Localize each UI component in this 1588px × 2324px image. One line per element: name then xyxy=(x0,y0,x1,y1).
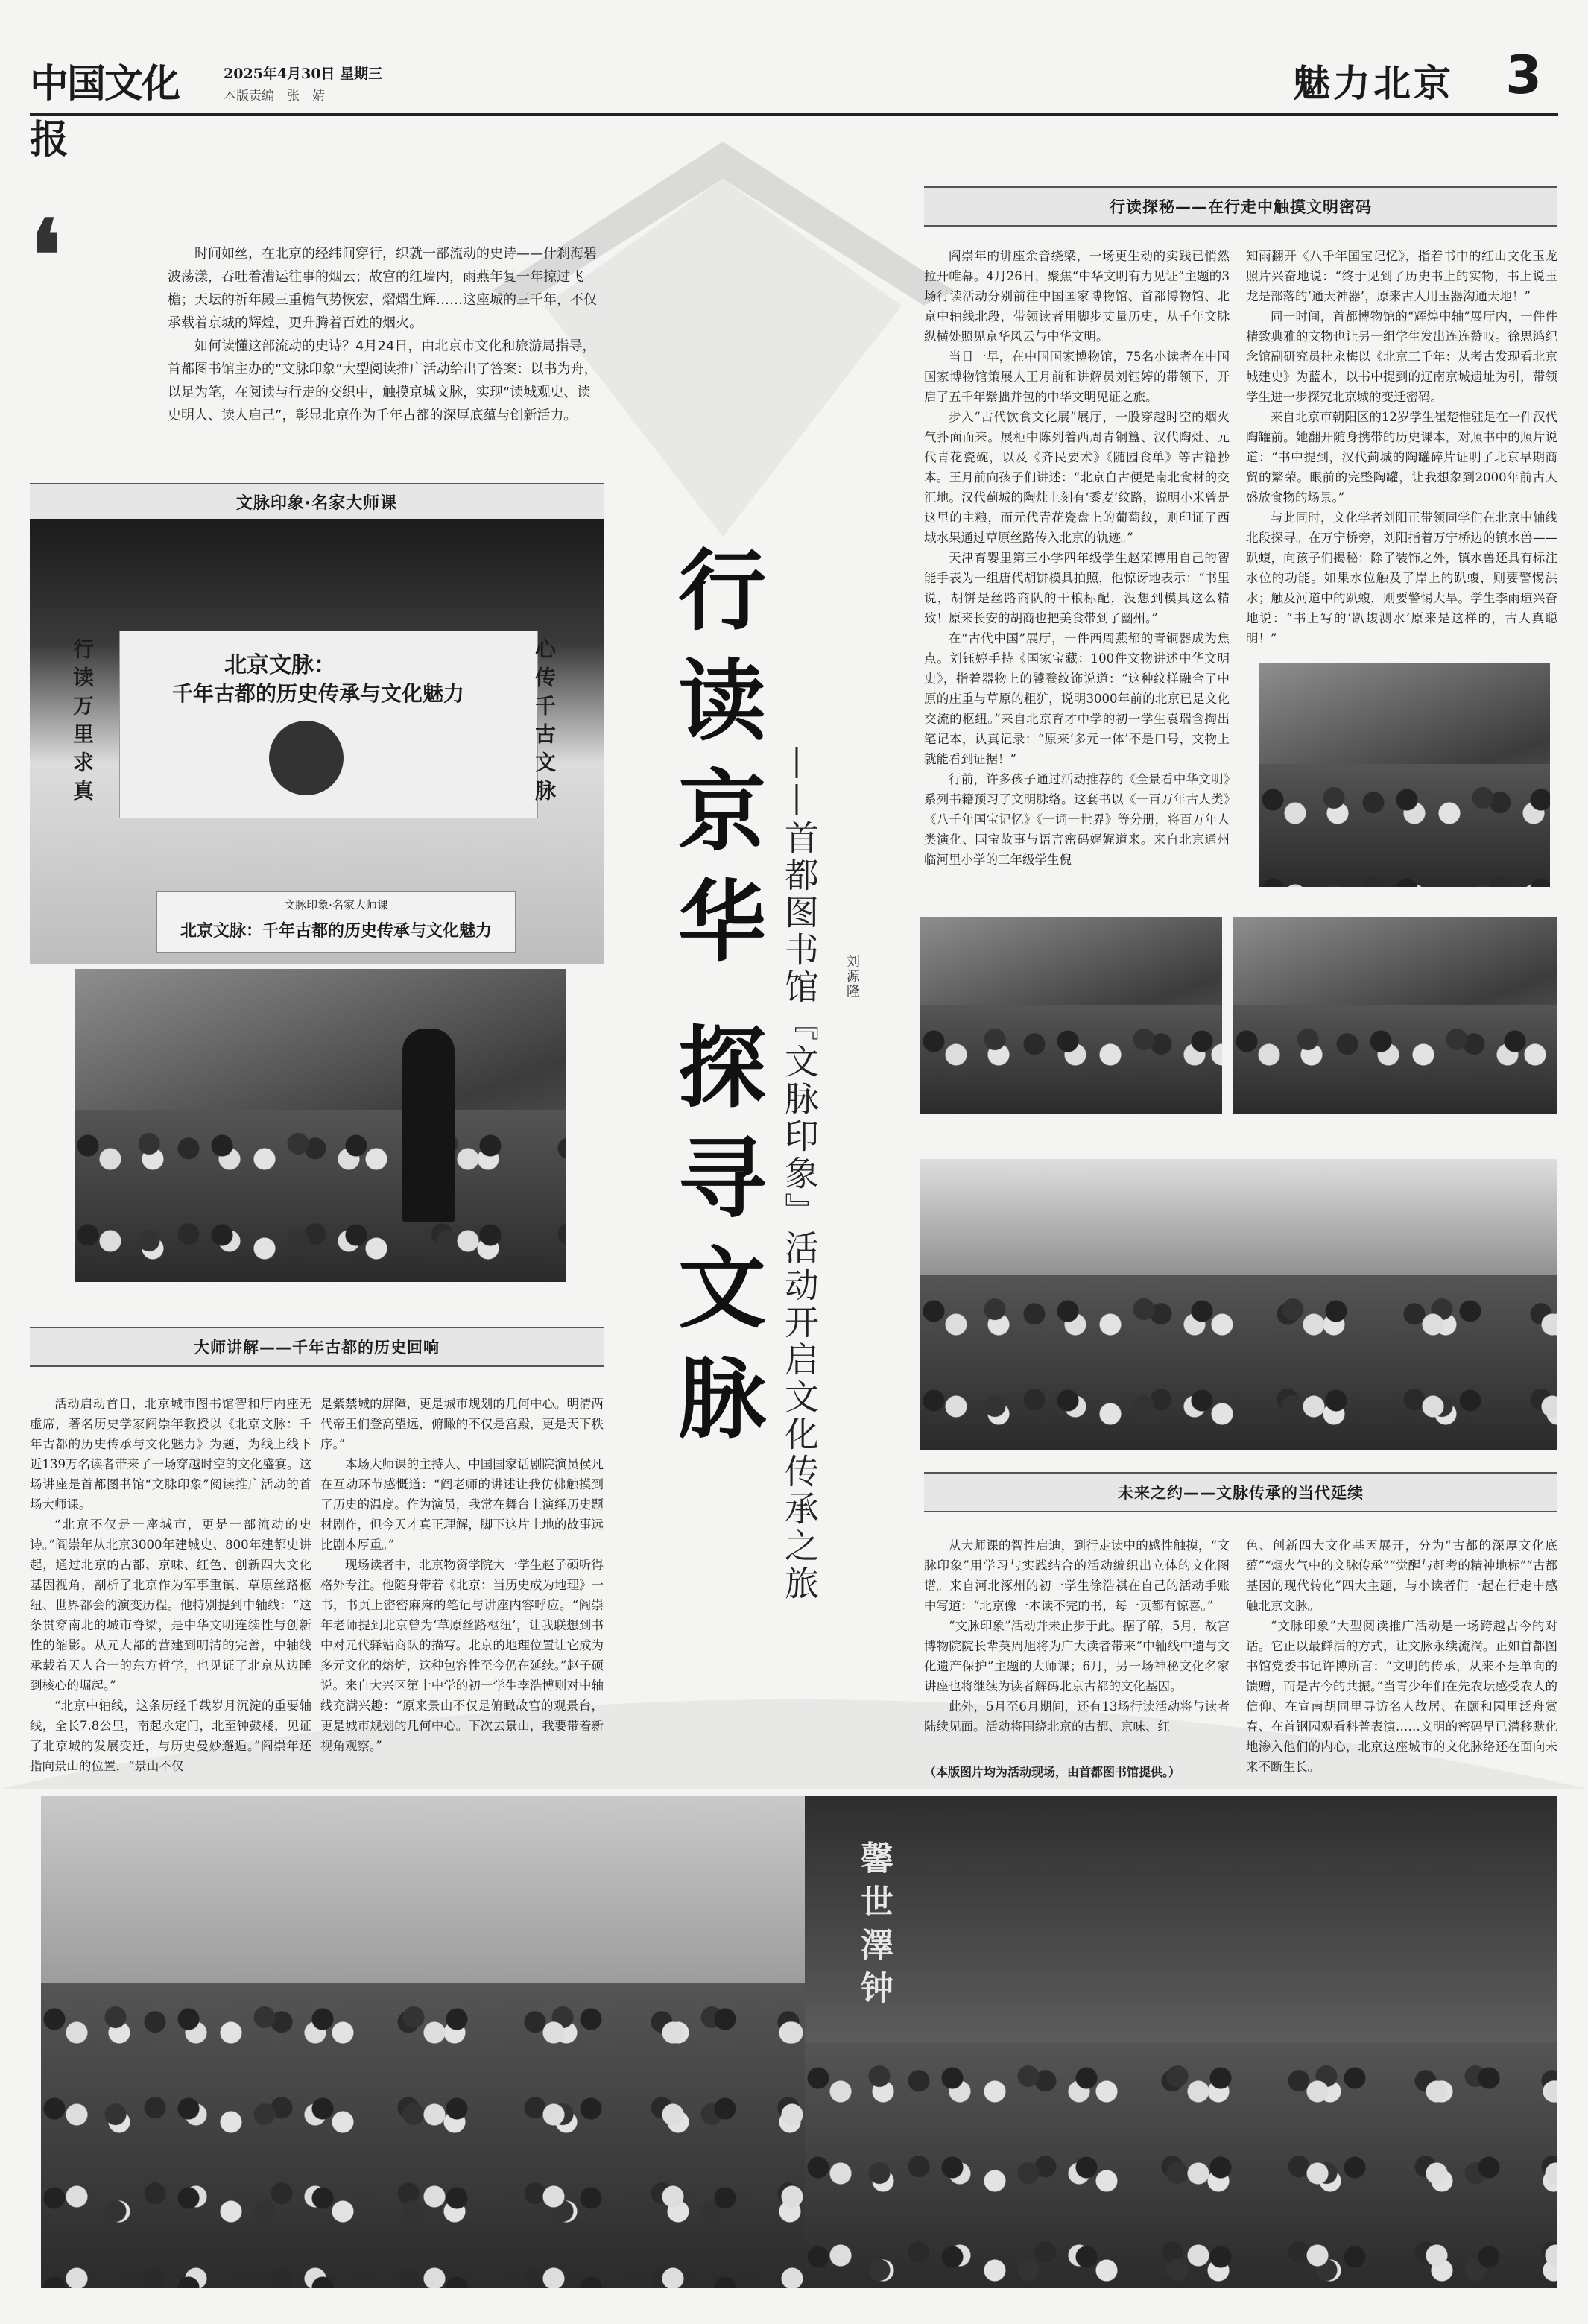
section2-col1-p4: 天津育婴里第三小学四年级学生赵荣博用自己的智能手表为一组唐代胡饼模具拍照，他惊讶地表示：“书里说，胡饼是丝路商队的干粮标配，没想到模具这么精致！原来长安的胡商也把美食带到了幽州。” xyxy=(924,551,1230,625)
headline-main-2: 探寻文脉 xyxy=(663,1021,767,1462)
section2-col1-p3: 步入“古代饮食文化展”展厅，一股穿越时空的烟火气扑面而来。展柜中陈列着西周青铜簋、汉代陶灶、元代青花瓷碗，以及《齐民要术》《随园食单》等古籍抄本。王月前向孩子们讲述：“北京自古便是南北食材的交汇地。汉代蓟城的陶灶上刻有‘黍麦’纹路，说明小米曾是这里的主粮，而元代青花瓷盘上的葡萄纹，则印证了西域水果通过草原丝路传入北京的轨迹。” xyxy=(924,410,1230,545)
quote-mark-icon: ❛ xyxy=(30,198,61,312)
section3-col2-p2: “文脉印象”大型阅读推广活动是一场跨越古今的对话。它正以最鲜活的方式，让文脉永续流淌。正如首都图书馆党委书记许博所言：“文明的传承，从来不是单向的馈赠，而是古今的共振。”当青少年们在先农坛感受农人的信仰、在宣南胡同里寻访名人故居、在颐和园里泛舟赏春、在首钢园观看科普表演……文明的密码早已潜移默化地渗入他们的内心，北京这座城市的文化脉络还在面向未来不断生长。 xyxy=(1246,1619,1557,1774)
headline-deck: ——首都图书馆『文脉印象』活动开启文化传承之旅 xyxy=(779,745,820,1603)
lecture-bottom-title: 北京文脉：千年古都的历史传承与文化魅力 xyxy=(180,921,492,941)
section2-col2 xyxy=(1246,246,1557,648)
lecture-photo-caption-bar: 文脉印象·名家大师课 xyxy=(30,483,604,520)
section2-col1-p6: 行前，许多孩子通过活动推荐的《全景看中华文明》系列书籍预习了文明脉络。这套书以《一百万年古人类》《八千年国宝记忆》《一词一世界》等分册，将百万年人类演化、国宝故事与语言密码娓娓道来。来自北京通州临河里小学的三年级学生倪 xyxy=(924,772,1230,867)
lead-p2: 如何读懂这部流动的史诗？4月24日，由北京市文化和旅游局指导，首都图书馆主办的“文脉印象”大型阅读推广活动给出了答案：以书为舟，以足为笔，在阅读与行走的交织中，触摸京城文脉，实现“读城观史、读史明人、读人启己”，彰显北京作为千年古都的深厚底蕴与创新活力。 xyxy=(168,338,598,423)
section3-heading: 未来之约——文脉传承的当代延续 xyxy=(924,1472,1557,1512)
section3-col2-p1: 色、创新四大文化基因展开，分为“古都的深厚文化底蕴”“烟火气中的文脉传承”“觉醒与赶考的精神地标”“古都基因的现代转化”四大主题，与小读者们一起在行走中感触北京文脉。 xyxy=(1246,1538,1557,1613)
lecture-screen xyxy=(119,631,538,818)
section3-col1-p2: “文脉印象”活动并未止步于此。据了解，5月，故宫博物院院长辈英周旭将为广大读者带来“中轴线中遗与文化遗产保护”主题的大师课；6月，另一场神秘文化名家讲座也将继续为读者解码北京古都的文化基因。 xyxy=(924,1619,1230,1693)
section1-col1 xyxy=(30,1394,311,1776)
section3-col1-p3: 此外，5月至6月期间，还有13场行读活动将与读者陆续见面。活动将围绕北京的古都、京味、红 xyxy=(924,1699,1230,1734)
museum-photo xyxy=(1259,663,1550,887)
group-photo-library xyxy=(41,1796,805,2288)
lecturer-portrait xyxy=(269,721,344,795)
group-photo-gate xyxy=(805,1796,1557,2288)
speaker-figure xyxy=(402,1029,455,1222)
section3-col1-p1: 从大师课的智性启迪，到行走读中的感性触摸，“文脉印象”用学习与实践结合的活动编织出立体的文化图谱。来自河北涿州的初一学生徐浩祺在自己的活动手账中写道：“北京像一本读不完的书，每一页都有惊喜。” xyxy=(924,1538,1230,1613)
gate-plaque: 馨世澤钟 xyxy=(855,1841,893,2014)
lecture-bottom-small: 文脉印象·名家大师课 xyxy=(284,898,388,912)
museum-children xyxy=(1259,764,1550,887)
section2-col2-p4: 与此同时，文化学者刘阳正带领同学们在北京中轴线北段探寻。在万宁桥旁，刘阳指着万宁桥边的镇水兽——趴蝮，向孩子们揭秘：除了装饰之外，镇水兽还具有标注水位的功能。如果水位触及了岸上的趴蝮，则要警惕洪水；触及河道中的趴蝮，则要警惕大旱。学生李雨瑄兴奋地说：“书上写的‘趴蝮测水’原来是这样的，古人真聪明！” xyxy=(1246,511,1557,645)
garden-children xyxy=(1233,1005,1557,1114)
lecture-right-vertical: 心传千古文脉 xyxy=(532,638,557,808)
section2-col1 xyxy=(924,246,1230,870)
newspaper-logo: 中国文化报 xyxy=(30,61,180,162)
section2-col1-p1: 阎崇年的讲座余音绕梁，一场更生动的实践已悄然拉开帷幕。4月26日，聚焦“中华文明有力见证”主题的3场行读活动分别前往中国国家博物馆、首都博物馆、北京中轴线北段，带领读者用脚步丈量历史，从千年文脉纵横处照见京华风云与中华文明。 xyxy=(924,249,1230,344)
section2-col2-p1: 知雨翻开《八千年国宝记忆》，指着书中的红山文化玉龙照片兴奋地说：“终于见到了历史书上的实物，书上说玉龙是部落的‘通天神器’，原来古人用玉器沟通天地！” xyxy=(1246,249,1557,303)
lecture-left-vertical: 行读万里求真 xyxy=(70,638,95,808)
lecture-subtitle: 千年古都的历史传承与文化魅力 xyxy=(172,681,465,706)
section1-col1-p2: “北京不仅是一座城市，更是一部流动的史诗。”阎崇年从北京3000年建城史、800年建都史讲起，通过北京的古都、京味、红色、创新四大文化基因视角，剖析了北京作为军事重镇、草原丝路枢纽、世界都会的演变历程。他特别提到中轴线：“这条贯穿南北的城市脊梁，是中华文明连续性与创新性的缩影。从元大都的营建到明清的完善，中轴线承载着天人合一的东方哲学，也见证了北京从边陲到核心的崛起。” xyxy=(30,1518,311,1693)
section2-col1-p2: 当日一早，在中国国家博物馆，75名小读者在中国国家博物馆策展人王月前和讲解员刘钰婷的带领下，开启了五千年紫拙并包的中华文明见证之旅。 xyxy=(924,350,1230,404)
group-library-crowd xyxy=(41,1983,805,2288)
section1-col2 xyxy=(320,1394,604,1756)
photo-credit: （本版图片均为活动现场，由首都图书馆提供。） xyxy=(924,1765,1181,1779)
jingshan-group xyxy=(920,1275,1557,1450)
lecture-stage-photo xyxy=(30,519,604,964)
audience-photo xyxy=(75,969,566,1282)
lead-p1: 时间如丝，在北京的经纬间穿行，织就一部流动的史诗——什刹海碧波荡漾，吞吐着漕运往事的烟云；故宫的红墙内，雨燕年复一年掠过飞檐；天坛的祈年殿三重檐气势恢宏，熠熠生辉……这座城的三千年，不仅承载着京城的辉煌，更升腾着百姓的烟火。 xyxy=(168,246,597,331)
section3-col2 xyxy=(1246,1535,1557,1777)
exhibit-children xyxy=(920,1005,1222,1114)
section3-col1 xyxy=(924,1535,1230,1737)
section2-heading: 行读探秘——在行走中触摸文明密码 xyxy=(924,186,1557,227)
exhibit-photo xyxy=(920,917,1222,1114)
section1-col1-p3: “北京中轴线，这条历经千载岁月沉淀的重要轴线，全长7.8公里，南起永定门，北至钟鼓楼，见证了北京城的发展变迁，与历史曼妙邂逅。”阎崇年还指向景山的位置，“景山不仅 xyxy=(30,1699,311,1773)
jingshan-photo xyxy=(920,1159,1557,1450)
page-editor: 本版责编 张 婧 xyxy=(224,89,325,104)
section-title: 魅力北京 xyxy=(1293,61,1454,105)
headline-main-1: 行读京华 xyxy=(663,544,767,985)
group-gate-crowd xyxy=(805,2042,1557,2288)
section2-col2-p3: 来自北京市朝阳区的12岁学生崔楚惟驻足在一件汉代陶罐前。她翻开随身携带的历史课本，对照书中的照片说道：“书中提到，汉代蓟城的陶罐碎片证明了北京早期商贸的繁荣。眼前的完整陶罐，让我想象到2000年前古人盛放食物的场景。” xyxy=(1246,410,1557,505)
audience-crowd xyxy=(75,1110,566,1282)
section1-col2-p3: 现场读者中，北京物资学院大一学生赵子硕听得格外专注。他随身带着《北京：当历史成为地理》一书，书页上密密麻麻的笔记与讲座内容呼应。“阎崇年老师提到北京曾为‘草原丝路枢纽’，让我联想到书中对元代驿站商队的描写。北京的地理位置让它成为多元文化的熔炉，这种包容性至今仍在延续。”赵子硕说。来自大兴区第十中学的初一学生李浩博则对中轴线充满兴趣：“原来景山不仅是俯瞰故宫的观景台，更是城市规划的几何中心。下次去景山，我要带着新视角观察。” xyxy=(320,1558,604,1753)
lead-paragraphs xyxy=(168,242,604,427)
page-number: 3 xyxy=(1505,45,1542,106)
section1-col1-p1: 活动启动首日，北京城市图书馆智和厅内座无虚席，著名历史学家阎崇年教授以《北京文脉：千年古都的历史传承与文化魅力》为题，为线上线下近139万名读者带来了一场穿越时空的文化盛宴。这场讲座是首都图书馆“文脉印象”阅读推广活动的首场大师课。 xyxy=(30,1397,311,1512)
article-author: 刘源隆 xyxy=(844,954,860,999)
lecture-bottom-banner xyxy=(156,891,516,953)
section2-col1-p5: 在“古代中国”展厅，一件西周燕都的青铜器成为焦点。刘钰婷手持《国家宝藏：100件文物讲述中华文明史》，指着器物上的饕餮纹饰说道：“这种纹样融合了中原的庄重与草原的粗犷，说明3000年前的北京已是文化交流的枢纽。”来自北京育才中学的初一学生袁瑞含掏出笔记本，认真记录：“原来‘多元一体’不是口号，文物上就能看到证据！” xyxy=(924,631,1230,766)
lecture-title: 北京文脉： xyxy=(224,652,336,678)
section1-col2-p2: 本场大师课的主持人、中国国家话剧院演员侯凡在互动环节感慨道：“阎老师的讲述让我仿佛触摸到了历史的温度。作为演员，我常在舞台上演绎历史题材剧作，但今天才真正理解，脚下这片土地的故事远比剧本厚重。” xyxy=(320,1457,604,1552)
section1-heading: 大师讲解——千年古都的历史回响 xyxy=(30,1327,604,1367)
section2-col2-p2: 同一时间，首都博物馆的“辉煌中轴”展厅内，一件件精致典雅的文物也让另一组学生发出连连赞叹。徐思鸿纪念馆副研究员杜永梅以《北京三千年：从考古发现看北京城建史》为蓝本，以书中提到的辽南京城遗址为引，带领学生进一步探究北京城的变迁密码。 xyxy=(1246,309,1557,404)
masthead-rule xyxy=(30,113,1558,116)
issue-date: 2025年4月30日 星期三 xyxy=(224,66,383,82)
section1-col2-p1: 是紫禁城的屏障，更是城市规划的几何中心。明清两代帝王们登高望远，俯瞰的不仅是宫殿，更是天下秩序。” xyxy=(320,1397,604,1451)
garden-photo xyxy=(1233,917,1557,1114)
